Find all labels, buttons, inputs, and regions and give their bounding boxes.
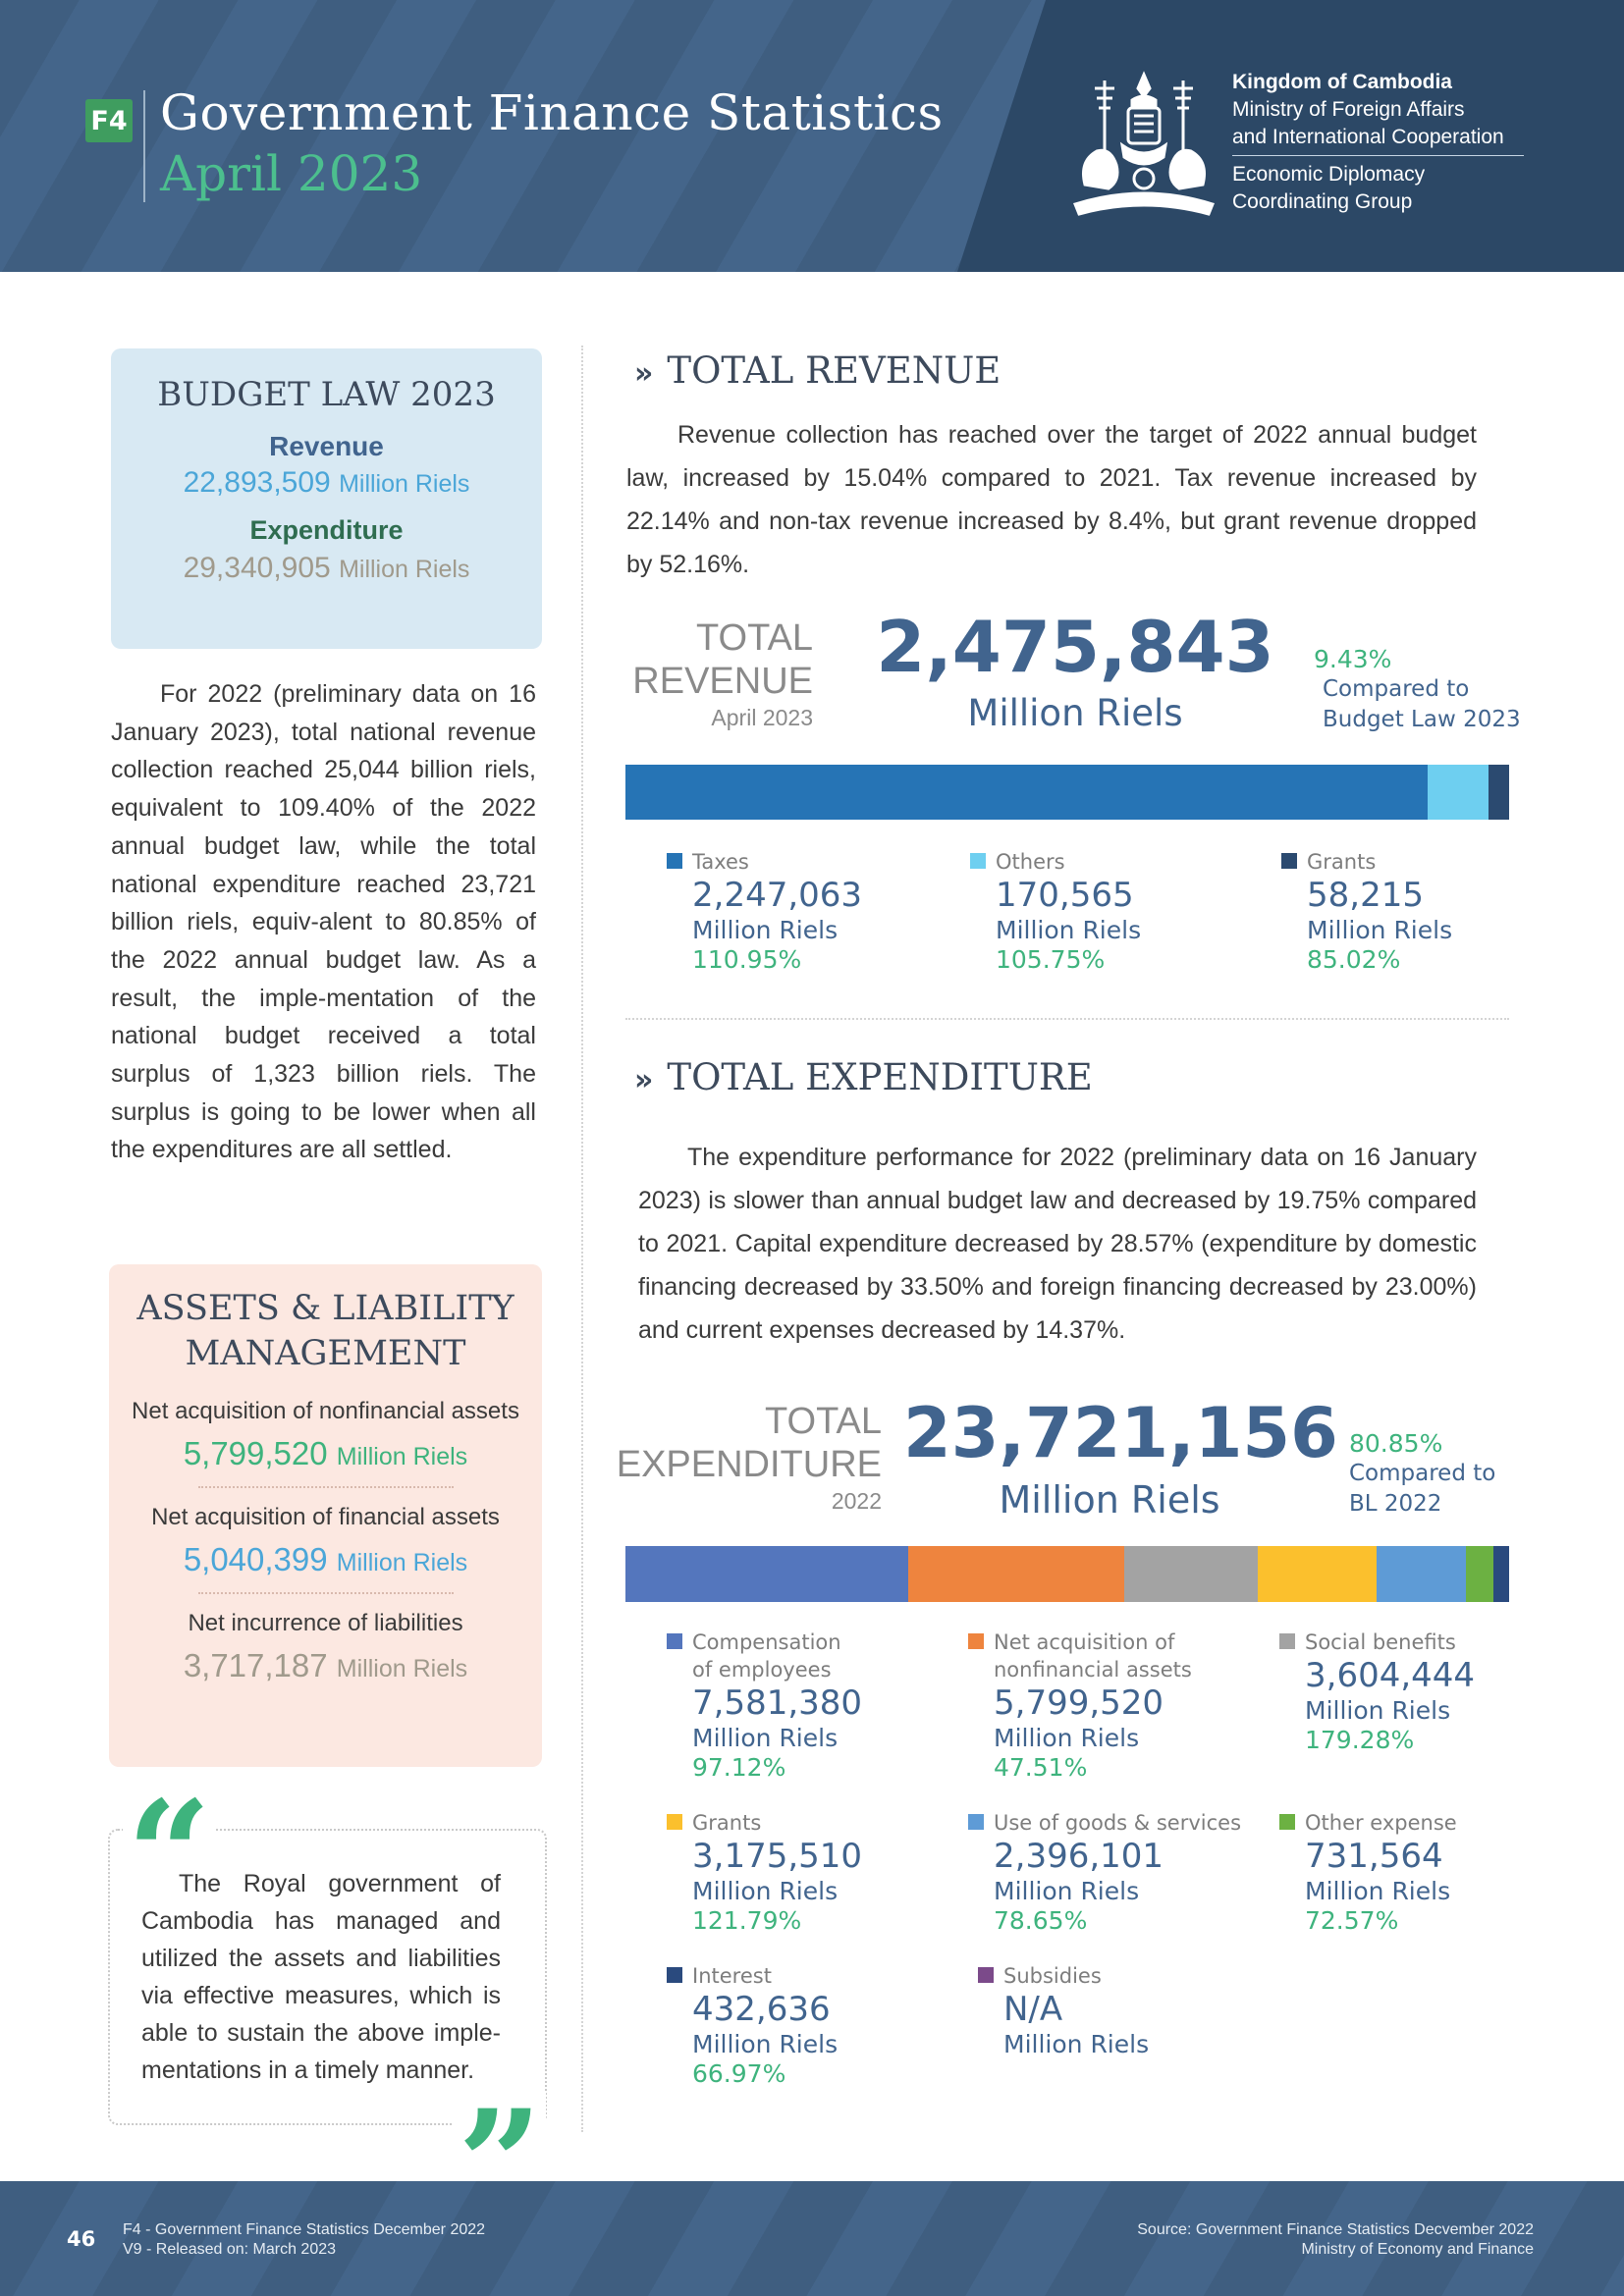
legend-percent: 66.97% bbox=[692, 2059, 786, 2088]
revenue-paragraph: Revenue collection has reached over the target of 2022 annual budget law, increased by 15.04% compared to 2021. Tax revenue increased by 22.14% and non-tax revenue increased by 8.4%, but grant revenue dropped by 52.16%. bbox=[626, 421, 1477, 578]
legend-category-line: nonfinancial assets bbox=[994, 1658, 1192, 1682]
page-number: 46 bbox=[67, 2227, 96, 2251]
expenditure-legend-head bbox=[968, 1629, 1192, 1683]
legend-category-line: Social benefits bbox=[1305, 1630, 1456, 1654]
legend-percent: 72.57% bbox=[1305, 1906, 1399, 1935]
footer-ministry: Ministry of Economy and Finance bbox=[1301, 2241, 1534, 2258]
footer-left-line1: F4 - Government Finance Statistics December 2022 bbox=[123, 2221, 486, 2238]
revenue-legend-item bbox=[970, 848, 1141, 975]
budget-expenditure-value bbox=[111, 552, 542, 585]
legend-percent: 47.51% bbox=[994, 1753, 1088, 1782]
budget-law-title: BUDGET LAW 2023 bbox=[157, 375, 496, 414]
revenue-bar-segment-3 bbox=[1489, 765, 1509, 820]
expenditure-legend-head bbox=[667, 1809, 862, 1837]
total-expenditure-period: 2022 bbox=[831, 1488, 882, 1514]
total-revenue-label bbox=[589, 616, 813, 732]
legend-swatch bbox=[1279, 1633, 1295, 1649]
legend-value: 7,581,380 bbox=[692, 1683, 863, 1723]
legend-unit: Million Riels bbox=[996, 916, 1142, 944]
legend-category-line: Use of goods & services bbox=[994, 1811, 1242, 1835]
revenue-compare-line2: Budget Law 2023 bbox=[1323, 707, 1521, 732]
legend-category-line: Other expense bbox=[1305, 1811, 1457, 1835]
legend-category-label bbox=[1305, 1629, 1456, 1656]
legend-unit: Million Riels bbox=[692, 1877, 839, 1905]
expenditure-stacked-bar bbox=[625, 1546, 1509, 1602]
legend-value: 3,604,444 bbox=[1305, 1656, 1476, 1695]
expenditure-compare-percent: 80.85% bbox=[1349, 1429, 1443, 1458]
total-revenue-period: April 2023 bbox=[711, 705, 813, 730]
expenditure-legend-head bbox=[968, 1809, 1241, 1837]
page-title: Government Finance Statistics bbox=[160, 84, 944, 141]
revenue-compare-percent: 9.43% bbox=[1314, 645, 1392, 673]
budget-revenue-label: Revenue bbox=[269, 431, 384, 461]
legend-category-line: Grants bbox=[1307, 850, 1377, 874]
asset-item-unit: Million Riels bbox=[336, 1655, 468, 1682]
total-expenditure-heading bbox=[634, 1056, 1093, 1098]
budget-expenditure-unit: Million Riels bbox=[339, 556, 470, 583]
total-revenue-value: 2,475,843 bbox=[876, 606, 1274, 688]
legend-swatch bbox=[978, 1967, 994, 1983]
open-quote-icon: “ bbox=[123, 1782, 215, 1870]
budget-expenditure-label: Expenditure bbox=[249, 515, 404, 545]
legend-value: 2,247,063 bbox=[692, 876, 863, 915]
legend-unit: Million Riels bbox=[692, 2030, 839, 2058]
budget-revenue-value bbox=[111, 466, 542, 500]
royal-coat-of-arms-icon bbox=[1065, 67, 1222, 224]
legend-category-line: Compensation bbox=[692, 1630, 841, 1654]
expenditure-bar-segment-7 bbox=[1493, 1546, 1509, 1602]
asset-item-value bbox=[109, 1647, 542, 1684]
revenue-compare-line1: Compared to bbox=[1323, 676, 1470, 702]
section-divider bbox=[625, 1018, 1509, 1020]
asset-item-label: Net acquisition of financial assets bbox=[151, 1504, 500, 1530]
legend-percent: 97.12% bbox=[692, 1753, 786, 1782]
chevron-right-icon: » bbox=[634, 1063, 654, 1097]
revenue-comparison bbox=[1314, 644, 1521, 735]
org-group-2: Coordinating Group bbox=[1232, 190, 1413, 213]
asset-item-number: 5,040,399 bbox=[183, 1541, 328, 1577]
asset-item-value bbox=[109, 1541, 542, 1578]
asset-item-label: Net incurrence of liabilities bbox=[188, 1610, 463, 1636]
revenue-legend-head bbox=[1281, 848, 1452, 876]
legend-swatch bbox=[1281, 853, 1297, 869]
legend-value: 731,564 bbox=[1305, 1837, 1443, 1876]
legend-percent: 105.75% bbox=[996, 945, 1106, 974]
expenditure-legend-head bbox=[667, 1629, 862, 1683]
budget-expenditure-number: 29,340,905 bbox=[183, 552, 331, 584]
expenditure-compare-line2: BL 2022 bbox=[1349, 1491, 1442, 1517]
legend-category-line: Taxes bbox=[692, 850, 749, 874]
asset-item-value bbox=[109, 1435, 542, 1472]
assets-title bbox=[109, 1286, 542, 1376]
assets-liability-box bbox=[109, 1264, 542, 1767]
expenditure-bar-segment-5 bbox=[1377, 1546, 1466, 1602]
legend-swatch bbox=[1279, 1814, 1295, 1830]
expenditure-legend-item bbox=[968, 1629, 1192, 1783]
budget-revenue-unit: Million Riels bbox=[339, 470, 470, 498]
legend-category-label bbox=[1305, 1809, 1457, 1837]
expenditure-legend-item bbox=[1279, 1629, 1475, 1755]
total-expenditure-value: 23,721,156 bbox=[903, 1393, 1338, 1473]
footer-left-line2: V9 - Released on: March 2023 bbox=[123, 2241, 337, 2258]
expenditure-legend-item bbox=[1279, 1809, 1457, 1936]
expenditure-legend-head bbox=[1279, 1629, 1475, 1656]
asset-divider bbox=[198, 1592, 454, 1594]
total-expenditure-heading-text: TOTAL EXPENDITURE bbox=[667, 1056, 1093, 1098]
legend-percent: 121.79% bbox=[692, 1906, 802, 1935]
legend-swatch bbox=[968, 1814, 984, 1830]
expenditure-bar-segment-4 bbox=[1258, 1546, 1376, 1602]
total-revenue-unit: Million Riels bbox=[967, 692, 1183, 734]
legend-unit: Million Riels bbox=[1003, 2030, 1150, 2058]
legend-category-label bbox=[692, 1809, 761, 1837]
legend-percent: 110.95% bbox=[692, 945, 802, 974]
legend-category-label bbox=[692, 848, 749, 876]
section-badge: F4 bbox=[85, 99, 133, 142]
assets-title-line2: MANAGEMENT bbox=[185, 1334, 466, 1373]
expenditure-bar-segment-1 bbox=[625, 1546, 908, 1602]
asset-item-unit: Million Riels bbox=[336, 1549, 468, 1576]
expenditure-legend-item bbox=[667, 1962, 838, 2089]
legend-value: 58,215 bbox=[1307, 876, 1424, 915]
budget-summary-paragraph: For 2022 (preliminary data on 16 January 2023), total national revenue collection reached 25,044 billion riels, equivalent to 109.40% of the 2022 annual budget law, while the total national expenditure reached 23,721 billion riels, equiv-alent to 80.85% of the 2022 annual budget law. As a result, the imple-mentation of the national budget received a total surplus of 1,323 billion riels. The surplus is going to be lower when all the expenditures are all settled. bbox=[111, 680, 536, 1164]
asset-item-label: Net acquisition of nonfinancial assets bbox=[132, 1398, 519, 1424]
column-divider bbox=[581, 346, 583, 2132]
legend-category-line: Net acquisition of bbox=[994, 1630, 1175, 1654]
revenue-stacked-bar bbox=[625, 765, 1509, 820]
legend-swatch bbox=[970, 853, 986, 869]
org-ministry: Ministry of Foreign Affairs bbox=[1232, 98, 1465, 121]
expenditure-legend-head bbox=[1279, 1809, 1457, 1837]
legend-unit: Million Riels bbox=[692, 916, 839, 944]
legend-swatch bbox=[968, 1633, 984, 1649]
legend-swatch bbox=[667, 1633, 682, 1649]
legend-unit: Million Riels bbox=[994, 1877, 1140, 1905]
revenue-legend-head bbox=[970, 848, 1141, 876]
expenditure-paragraph: The expenditure performance for 2022 (preliminary data on 16 January 2023) is slower than annual budget law and decreased by 19.75% compared to 2021. Capital expenditure decreased by 28.57% (expenditure by domestic financing decreased by 33.50% and foreign financing decreased by 23.00%) and current expenses decreased by 14.37%. bbox=[638, 1144, 1477, 1344]
close-quote-icon: ” bbox=[454, 2091, 546, 2179]
expenditure-legend-head bbox=[667, 1962, 838, 1990]
total-expenditure-label-line2: EXPENDITURE bbox=[616, 1444, 882, 1485]
legend-value: 170,565 bbox=[996, 876, 1134, 915]
legend-value: N/A bbox=[1003, 1990, 1063, 2029]
title-divider bbox=[143, 90, 145, 202]
legend-swatch bbox=[667, 853, 682, 869]
expenditure-legend-head bbox=[978, 1962, 1149, 1990]
expenditure-compare-line1: Compared to bbox=[1349, 1461, 1496, 1486]
total-expenditure-unit: Million Riels bbox=[999, 1478, 1220, 1522]
org-country: Kingdom of Cambodia bbox=[1232, 71, 1452, 93]
budget-revenue-number: 22,893,509 bbox=[183, 466, 331, 499]
legend-percent: 78.65% bbox=[994, 1906, 1088, 1935]
legend-unit: Million Riels bbox=[994, 1724, 1140, 1752]
org-ministry-2: and International Cooperation bbox=[1232, 126, 1504, 148]
page-subtitle: April 2023 bbox=[160, 145, 423, 202]
total-revenue-label-line1: TOTAL bbox=[696, 617, 813, 659]
legend-category-line: Interest bbox=[692, 1964, 772, 1988]
legend-value: 2,396,101 bbox=[994, 1837, 1164, 1876]
total-revenue-heading-text: TOTAL REVENUE bbox=[667, 349, 1001, 392]
expenditure-legend-item bbox=[667, 1809, 862, 1936]
org-group: Economic Diplomacy bbox=[1232, 163, 1426, 186]
legend-swatch bbox=[667, 1814, 682, 1830]
expenditure-legend-item bbox=[968, 1809, 1241, 1936]
legend-category-label bbox=[1003, 1962, 1102, 1990]
expenditure-bar-segment-6 bbox=[1466, 1546, 1493, 1602]
legend-percent: 85.02% bbox=[1307, 945, 1401, 974]
chevron-right-icon: » bbox=[634, 356, 654, 391]
legend-category-label bbox=[692, 1962, 772, 1990]
total-expenditure-label-line1: TOTAL bbox=[765, 1401, 882, 1442]
revenue-legend-item bbox=[1281, 848, 1452, 975]
revenue-bar-segment-1 bbox=[625, 765, 1428, 820]
total-revenue-label-line2: REVENUE bbox=[632, 661, 813, 702]
assets-title-line1: ASSETS & LIABILITY bbox=[136, 1289, 514, 1328]
footer-source: Source: Government Finance Statistics Decvember 2022 bbox=[1137, 2221, 1534, 2238]
revenue-legend-head bbox=[667, 848, 862, 876]
legend-swatch bbox=[667, 1967, 682, 1983]
revenue-bar-segment-2 bbox=[1428, 765, 1489, 820]
asset-item-number: 5,799,520 bbox=[183, 1435, 328, 1471]
asset-divider bbox=[198, 1486, 454, 1488]
legend-category-line: of employees bbox=[692, 1658, 832, 1682]
quote-text: The Royal government of Cambodia has managed and utilized the assets and liabilities via effective measures, which is able to sustain the above imple-mentations in a timely manner. bbox=[141, 1870, 501, 2084]
legend-category-label bbox=[994, 1809, 1241, 1837]
legend-unit: Million Riels bbox=[692, 1724, 839, 1752]
legend-category-label bbox=[692, 1629, 841, 1683]
asset-item-unit: Million Riels bbox=[336, 1443, 468, 1470]
footer-right bbox=[1137, 2220, 1534, 2260]
revenue-legend-item bbox=[667, 848, 862, 975]
legend-category-line: Others bbox=[996, 850, 1065, 874]
legend-category-line: Subsidies bbox=[1003, 1964, 1102, 1988]
legend-value: 5,799,520 bbox=[994, 1683, 1164, 1723]
legend-value: 3,175,510 bbox=[692, 1837, 863, 1876]
organization-block bbox=[1232, 69, 1524, 216]
expenditure-legend-item bbox=[667, 1629, 862, 1783]
legend-unit: Million Riels bbox=[1305, 1877, 1451, 1905]
org-divider bbox=[1232, 155, 1524, 156]
legend-category-line: Grants bbox=[692, 1811, 762, 1835]
expenditure-bar-segment-3 bbox=[1124, 1546, 1259, 1602]
legend-percent: 179.28% bbox=[1305, 1726, 1415, 1754]
expenditure-bar-segment-2 bbox=[908, 1546, 1124, 1602]
total-revenue-heading bbox=[634, 349, 1001, 392]
legend-value: 432,636 bbox=[692, 1990, 831, 2029]
footer-left bbox=[123, 2220, 485, 2260]
expenditure-comparison bbox=[1349, 1428, 1495, 1520]
legend-category-label bbox=[994, 1629, 1192, 1683]
legend-category-label bbox=[1307, 848, 1376, 876]
total-expenditure-label bbox=[589, 1400, 882, 1516]
legend-unit: Million Riels bbox=[1305, 1696, 1451, 1725]
budget-law-box bbox=[111, 348, 542, 649]
expenditure-legend-item bbox=[978, 1962, 1149, 2059]
legend-unit: Million Riels bbox=[1307, 916, 1453, 944]
asset-item-number: 3,717,187 bbox=[183, 1647, 328, 1683]
legend-category-label bbox=[996, 848, 1065, 876]
